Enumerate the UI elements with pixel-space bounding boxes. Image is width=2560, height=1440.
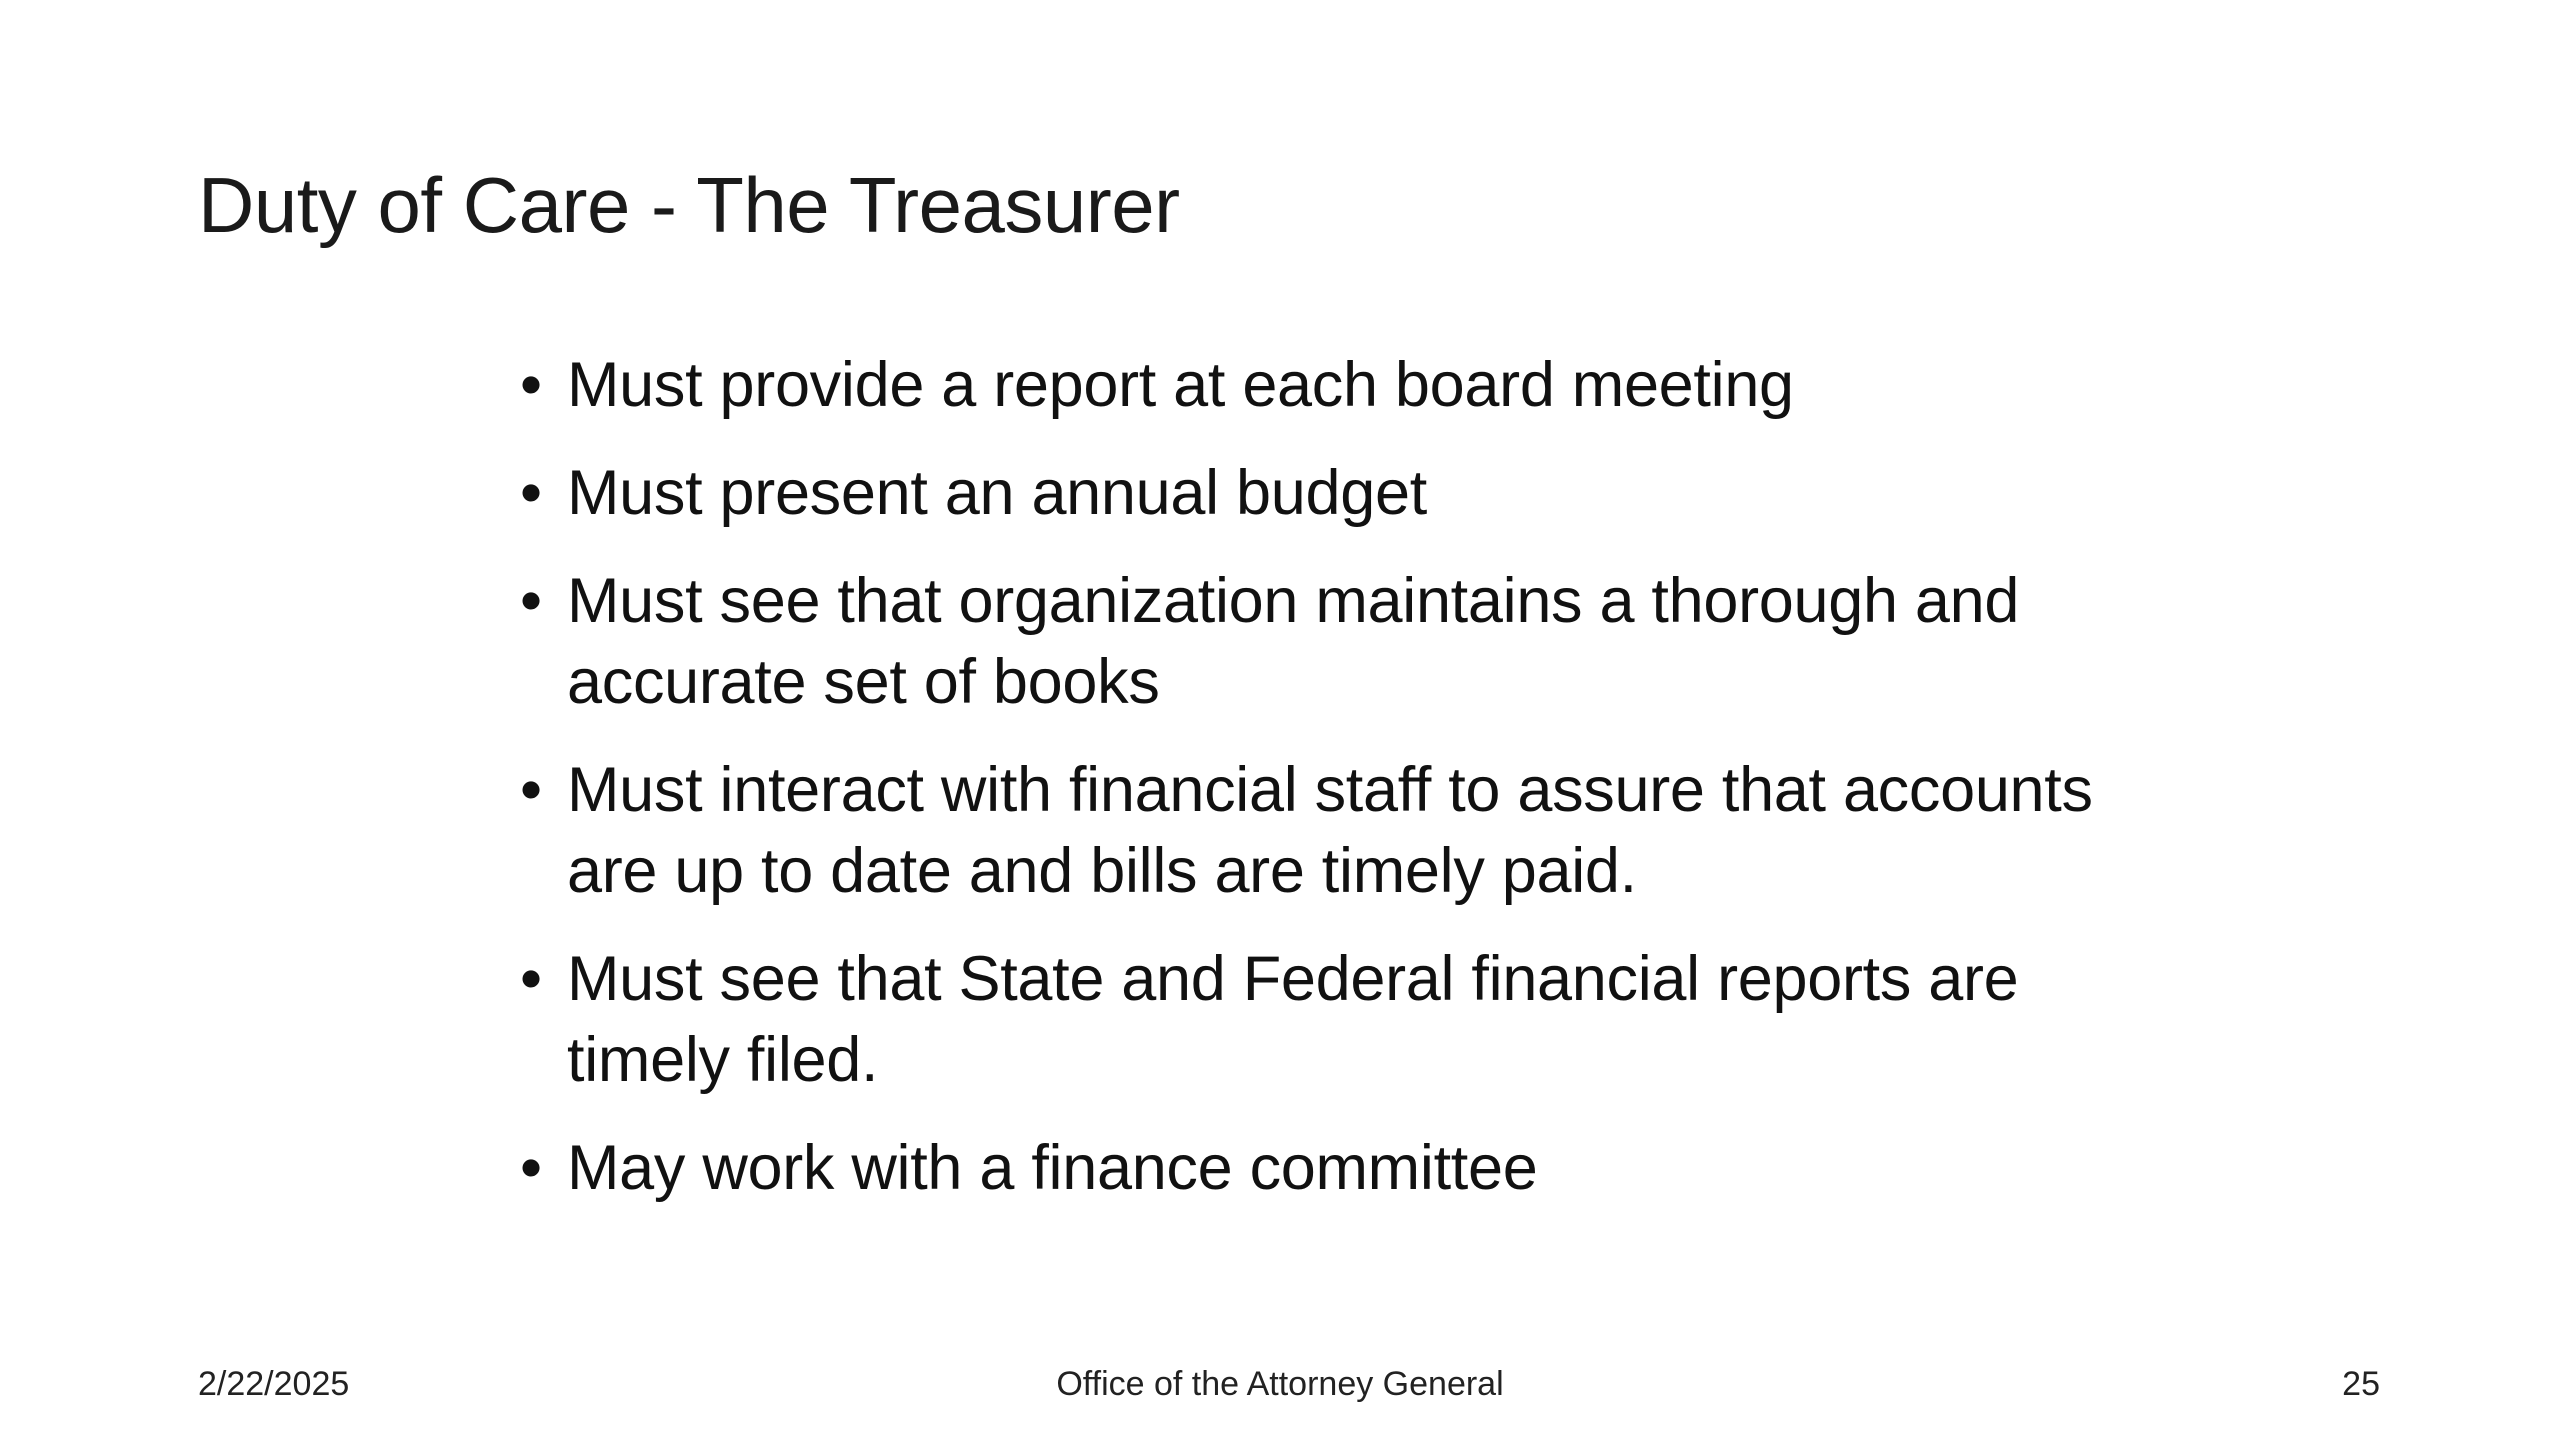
bullet-icon: • [520, 566, 542, 636]
bullet-text: Must present an annual budget [567, 458, 1427, 528]
bullet-icon: • [520, 944, 542, 1014]
bullet-icon: • [520, 755, 542, 825]
bullet-item [520, 750, 2120, 912]
bullet-icon: • [520, 350, 542, 420]
slide-title: Duty of Care - The Treasurer [198, 161, 1180, 249]
bullet-item [520, 345, 2120, 426]
bullet-text: Must provide a report at each board meeting [567, 350, 1794, 420]
slide-number: 25 [2342, 1365, 2380, 1403]
bullet-icon: • [520, 458, 542, 528]
bullet-text: Must see that State and Federal financial reports are timely filed. [567, 944, 2019, 1095]
bullet-text: Must interact with financial staff to assure that accounts are up to date and bills are timely paid. [567, 755, 2093, 906]
footer-organization: Office of the Attorney General [1056, 1365, 1504, 1403]
bullet-item [520, 939, 2120, 1101]
bullet-item [520, 561, 2120, 723]
bullet-text: May work with a finance committee [567, 1133, 1538, 1203]
bullet-text: Must see that organization maintains a thorough and accurate set of books [567, 566, 2020, 717]
bullet-item [520, 453, 2120, 534]
footer-date: 2/22/2025 [198, 1365, 350, 1403]
bullet-icon: • [520, 1133, 542, 1203]
bullet-list [520, 345, 2120, 1236]
bullet-item [520, 1128, 2120, 1209]
